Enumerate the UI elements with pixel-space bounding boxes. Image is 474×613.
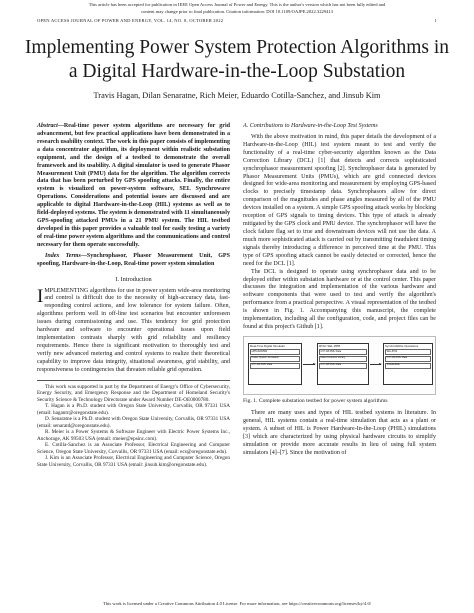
journal-name: OPEN ACCESS JOURNAL OF POWER AND ENERGY, VOL. 14, NO. 8, OCTOBER 2022 [37, 18, 224, 23]
index-terms-label: Index Terms [45, 252, 81, 259]
footnote-author-5: J. Kim is an Associate Professor, Electrical Engineering and Computer Science, Oregon State University, Corvallis, OR 97331 USA (email: jinsub.kim@oregonstate.edu). [37, 455, 230, 468]
block-item: ePHASORSIM [250, 349, 300, 355]
block-item: Power System Simulation [250, 356, 300, 362]
contributions-paragraph-3: There are many uses and types of HIL testbed systems in literature. In general, HIL systems contain a real-time simulation that acts as a plant or system. A subset of HIL is Power Hardware-In-the-Loop (PHIL) simulations [3] which are characterized by using physical hardware circuits to simplify simulation or provide more accurate results in lieu of using full system simulators [4]–[7]. Since the motivation of [243, 409, 436, 456]
block-item: Visualization [385, 363, 431, 369]
right-column [243, 123, 436, 458]
block-item: SEL-5702 [385, 349, 431, 355]
block-item: C37.118 PMU Data [319, 349, 367, 355]
block-item: C37.118 PMU Data [250, 363, 300, 369]
footnote-author-1: T. Hagan is a Ph.D. student with Oregon State University, Corvallis, OR 97331 USA (email: hagantr@oregonstate.edu). [37, 403, 230, 416]
block-item: C37.118 PMU Data [319, 363, 367, 369]
publication-notice-line-1: This article has been accepted for publication in IEEE Open Access Journal of Power and Energy. This is the author's version which has not been fully edited and [88, 2, 386, 7]
block-item: Data Correction Library [319, 356, 367, 362]
introduction-paragraph [37, 285, 230, 375]
first-word-caps: MPLEMENTING [44, 287, 89, 294]
block-item: C37.118 PMU Data [385, 356, 431, 362]
drop-cap: I [37, 285, 44, 307]
block-digital-simulator [248, 343, 302, 385]
left-column [37, 123, 230, 468]
block-title: RTAC SEL-3555 [319, 343, 341, 348]
index-terms-text: —Synchrophasor, Phasor Measurement Unit, GPS spoofing, Hardware-in-the-Loop, Real-time power system simulation [37, 252, 230, 267]
contributions-paragraph-1: With the above motivation in mind, this paper details the development of a Hardware-in-the-Loop (HIL) test system meant to test and verify the functionality of a real-time cyber-security algorithm known as the Data Correction Library (DCL) [1] that detects and corrects sophisticated synchrophasor measurement spoofing [2]. Synchrophasor data is generated by Phasor Measurement Units (PMUs), which are grid connected devices designed for wide-area monitoring and measurement by employing GPS-based clocks to precisely timestamp data. Synchrophasors allow for direct comparison of the magnitudes and phase angles measured by all of the PMU devices installed on a system. A simple GPS spoofing attack works by blocking reception of GPS signals to timing devices. This type of attack is already mitigated by the GPS clock and PMU device. The synchrophasor will have the clock failure flag set to true and downstream devices will not use the data. A much more sophisticated attack is carried out by transmitting fraudulent timing signals thereby introducing a difference in perceived time at the PMU. This type of GPS spoofing attack cannot be easily detected or corrected, hence the need for the DCL [1]. [243, 133, 436, 267]
footnote-author-2: D. Senaratne is a Ph.D. student with Oregon State University, Corvallis, OR 97331 USA (email: senaratd@oregonstate.edu). [37, 416, 230, 429]
index-terms [37, 253, 230, 269]
page-number: 1 [434, 18, 437, 23]
running-header [37, 18, 437, 23]
footnotes [37, 380, 230, 469]
abstract [37, 123, 230, 250]
footnote-author-3: R. Meier is a Power Systems & Software Engineer with Electric Power Systems Inc., Anchorage, AK 99503 USA (email: rmeier@epsinc.com). [37, 429, 230, 442]
section-heading-introduction: I. Introduction [115, 275, 152, 283]
figure-1-testbed-diagram [243, 336, 436, 395]
subsection-heading-contributions: A. Contributions to Hardware-in-the-Loop Test Systems [243, 123, 378, 129]
arrow-icon [370, 364, 381, 365]
block-rtac [317, 343, 369, 385]
abstract-label: Abstract [37, 123, 58, 129]
publication-notice-line-2: content may change prior to final publication. Citation information: DOI 10.1109/OAJPE.2022.3229413 [141, 9, 333, 14]
figure-caption: Fig. 1. Complete substation testbed for power system algorithms [243, 397, 388, 404]
introduction-text: algorithms for use in power system wide-area monitoring and control is difficult due to the necessity of high-accuracy data, fast-responding control actions, and low tolerance for system failure. Often, algorithms perform well in off-line test scenarios but encounter unforeseen issues during commissioning and use. This tendency for grid protection hardware and software to encounter operational issues upon field implementation contrasts sharply with grid reliability and resiliency requirements. Hence there is significant motivation to thoroughly test and verify new advanced metering and control systems to realize their theoretical capability to improve data integrity, situational awareness, grid stability, and responsiveness to contingencies that threaten reliable grid operation. [37, 287, 230, 373]
license-notice: This work is licensed under a Creative Commons Attribution 4.0 License. For more information, see https://creativecommons.org/licenses/by/4.0/ [102, 601, 372, 606]
block-synchrowave [383, 343, 433, 385]
block-title: SynchroWAVe Operations [385, 343, 419, 348]
footnote-author-4: E. Cotilla-Sanchez is an Associate Professor, Electrical Engineering and Computer Science, Oregon State University, Corvallis, OR 97331 USA (email: ecs@oregonstate.edu). [37, 442, 230, 455]
paper-title: Implementing Power System Protection Algorithms in a Digital Hardware-in-the-Loop Substation [24, 37, 450, 82]
contributions-paragraph-2: The DCL is designed to operate using synchrophasor data and to be deployed either within substation hardware or at the control center. This paper discusses the integration and implementation of the various hardware and software components that were used to test and verify the algorithm's performance from a practical perspective. A visual representation of the testbed is shown in Fig. 1. Accompanying this manuscript, the complete implementation, including all the configuration, code, and project files can be found at this project's Github [1]. [243, 268, 436, 331]
footnote-funding: This work was supported in part by the Department of Energy's Office of Cybersecurity, Energy Security, and Emergency Response and the Department of Homeland Security's Security Science & Technology Directorate under Award Number DE-OE0000780. [37, 383, 230, 403]
abstract-text: —Real-time power system algorithms are necessary for grid advancement, but few practical applications have been demonstrated in a research usability context. The work in this paper consists of implementing a data concentrator algorithm, its deployment within realistic substation equipment, and the design of a testbed to demonstrate the overall framework and its usability. A digital simulator is used to generate Phasor Measurement Unit (PMU) data for the algorithm. The algorithm corrects data that has been perturbed by GPS spoofing attacks. Finally, the entire system is visualized on power-system software, SEL Synchrowave Operations. Considerations and potential issues are discussed and are applicable to digital Hardware-in-the-Loop (HIL) systems as well as to field-deployed systems. The system is demonstrated with 11 simultaneously GPS-spoofing attacked PMUs in a 21 PMU system. The HIL testbed developed in this paper provides a valuable tool for easily testing a variety of real-time power system algorithms and the communications and control necessary for them operate successfully. [37, 123, 230, 248]
arrow-icon [303, 364, 315, 365]
author-list: Travis Hagan, Dilan Senaratne, Rich Meier, Eduardo Cotilla-Sanchez, and Jinsub Kim [93, 91, 381, 100]
block-title: Real-Time Digital Simulator [250, 343, 286, 348]
